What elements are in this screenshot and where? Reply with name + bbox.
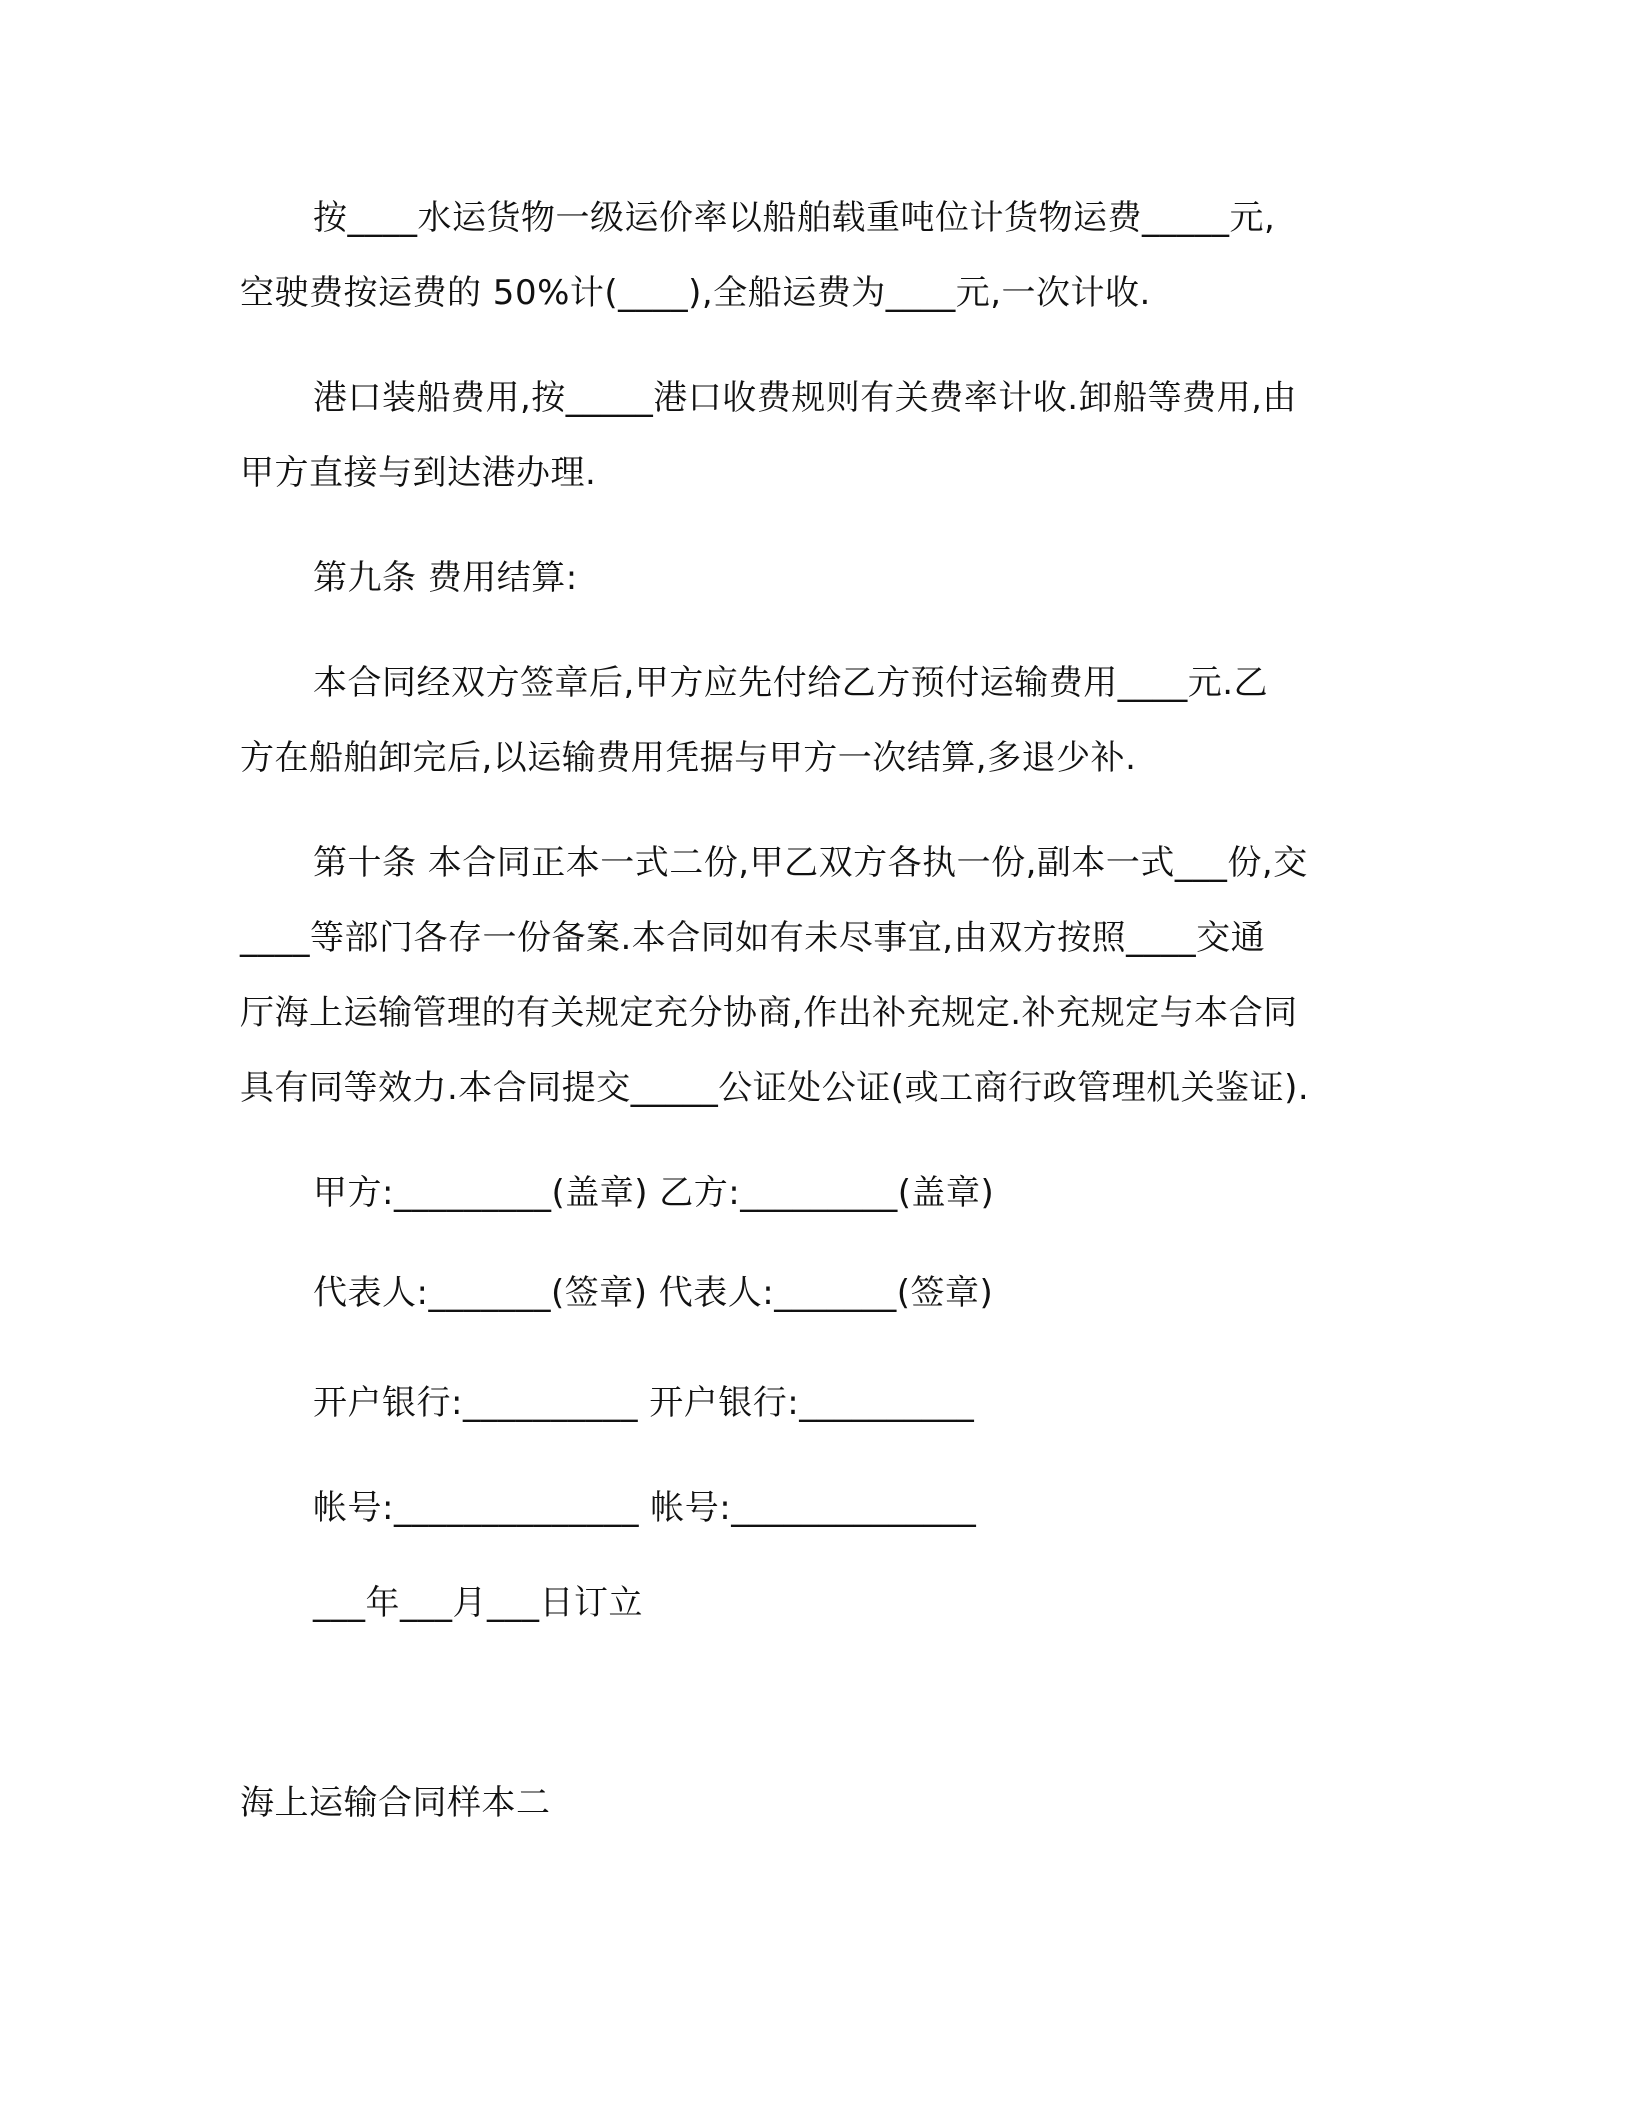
article-ten-line: 第十条 本合同正本一式二份,甲乙双方各执一份,副本一式___份,交 bbox=[313, 843, 1308, 883]
notarization-line: 具有同等效力.本合同提交_____公证处公证(或工商行政管理机关鉴证). bbox=[240, 1068, 1310, 1108]
negotiation-line: 厅海上运输管理的有关规定充分协商,作出补充规定.补充规定与本合同 bbox=[240, 993, 1298, 1033]
party-signature-line: 甲方:_________(盖章) 乙方:_________(盖章) bbox=[313, 1173, 995, 1213]
account-line: 帐号:______________ 帐号:______________ bbox=[313, 1488, 977, 1528]
port-loading-fee-line: 港口装船费用,按_____港口收费规则有关费率计收.卸船等费用,由 bbox=[313, 378, 1297, 418]
prepayment-line: 本合同经双方签章后,甲方应先付给乙方预付运输费用____元.乙 bbox=[313, 663, 1269, 703]
bank-line: 开户银行:__________ 开户银行:__________ bbox=[313, 1383, 975, 1423]
settlement-line: 方在船舶卸完后,以运输费用凭据与甲方一次结算,多退少补. bbox=[240, 738, 1137, 778]
representative-signature-line: 代表人:_______(签章) 代表人:_______(签章) bbox=[313, 1273, 994, 1313]
article-nine-heading: 第九条 费用结算: bbox=[313, 558, 578, 598]
date-line: ___年___月___日订立 bbox=[313, 1583, 643, 1623]
filing-line: ____等部门各存一份备案.本合同如有未尽事宜,由双方按照____交通 bbox=[240, 918, 1266, 958]
arrival-port-line: 甲方直接与到达港办理. bbox=[240, 453, 597, 493]
freight-rate-line: 按____水运货物一级运价率以船舶载重吨位计货物运费_____元, bbox=[313, 198, 1276, 238]
sample-two-heading: 海上运输合同样本二 bbox=[240, 1783, 551, 1823]
empty-run-fee-line: 空驶费按运费的 50%计(____),全船运费为____元,一次计收. bbox=[240, 273, 1151, 313]
